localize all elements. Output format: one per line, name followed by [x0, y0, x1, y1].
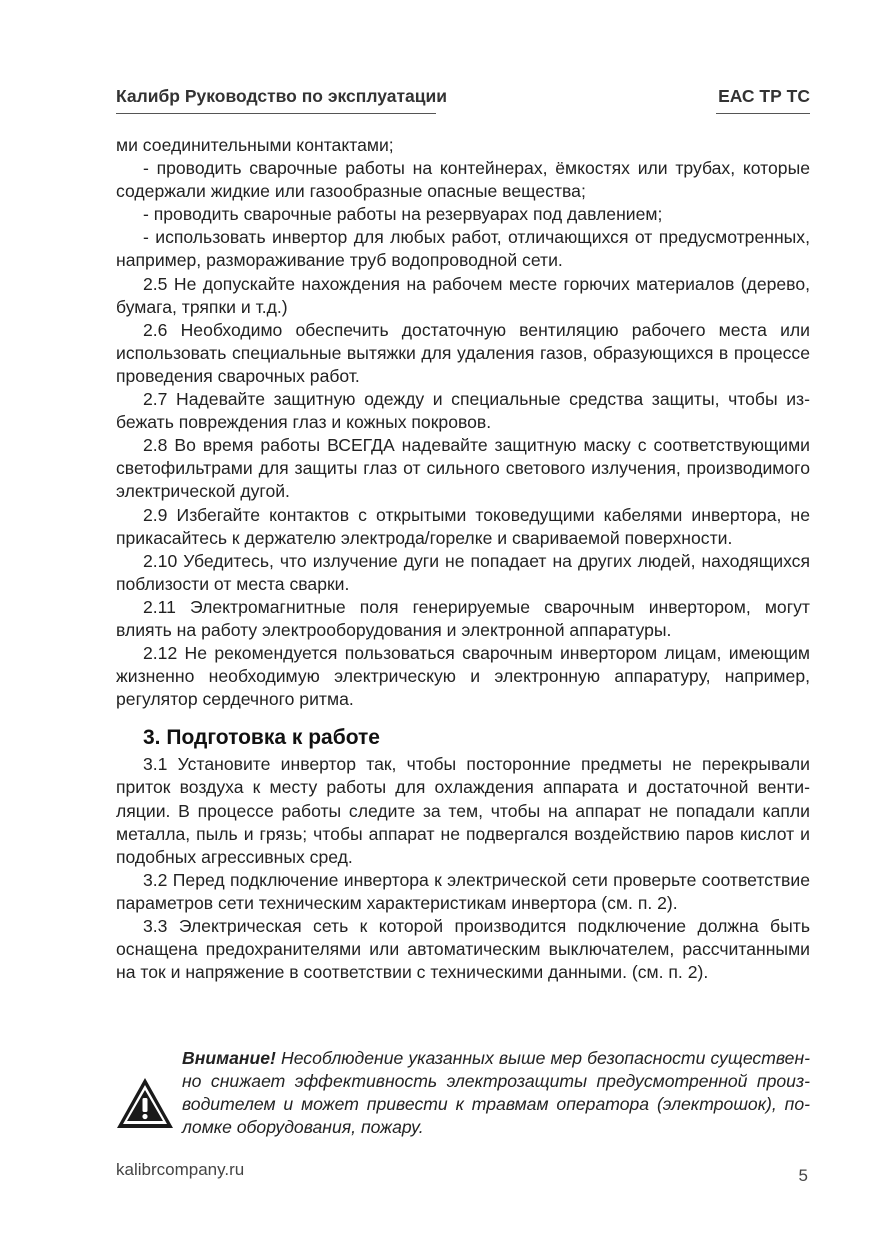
footer-website: kalibrcompany.ru: [116, 1160, 245, 1179]
paragraph-2-11: 2.11 Электромагнитные поля генерируемые сварочным инвертором, могут влиять на работу электрооборудования и электронной аппаратуры.: [116, 596, 810, 640]
paragraph-2-12: 2.12 Не рекомендуется пользоваться сварочным инвертором лицам, имеющим жизненно необходимую электрическую и электронную аппаратуру, например, регулятор сердечного ритма.: [116, 643, 810, 710]
warning-block: [116, 1047, 810, 1139]
warning-triangle-icon: [116, 1077, 174, 1129]
page-number: 5: [798, 1166, 808, 1185]
paragraph-3-2: 3.2 Перед подключение инвертора к электрической сети проверьте соответствие параметров сети техническим характеристикам инвертора (см. п. 2).: [116, 869, 810, 913]
paragraph-2-7: 2.7 Надевайте защитную одежду и специальные средства защиты, чтобы избежать повреждения глаз и кожных покровов.: [116, 389, 810, 433]
list-item: - использовать инвертор для любых работ, отличающихся от предусмотренных, например, размораживание труб водопроводной сети.: [116, 227, 810, 271]
list-item: - проводить сварочные работы на контейнерах, ёмкостях или трубах, которые содержали жидкие или газообразные опасные вещества;: [116, 158, 810, 202]
page-header: [116, 86, 810, 116]
paragraph-3-1: 3.1 Установите инвертор так, чтобы посторонние предметы не перекрывали приток воздуха к месту работы для охлаждения аппарата и достаточной вентиляции. В процессе работы следите за тем, чтобы на аппарат не попадали капли металла, пыль и грязь; чтобы аппарат не подвергался воздействию паров кислот и подобных агрессивных сред.: [116, 754, 810, 867]
section-heading: 3. Подготовка к работе: [143, 726, 380, 750]
warning-label: Внимание!: [182, 1048, 276, 1068]
certification-mark: ЕАС ТР ТС: [716, 86, 810, 114]
document-title: Калибр Руководство по эксплуатации: [116, 86, 436, 114]
warning-message: Несоблюдение указанных выше мер безопасности существенно снижает эффективность электрозащиты предусмотренной производителем и может привести к травмам оператора (электрошок), поломке оборудования, пожару.: [182, 1048, 810, 1138]
main-content: [116, 134, 810, 984]
paragraph-2-5: 2.5 Не допускайте нахождения на рабочем месте горючих материалов (дерево, бумага, тряпки и т.д.): [116, 273, 810, 317]
paragraph-2-10: 2.10 Убедитесь, что излучение дуги не попадает на других людей, находящихся поблизости от места сварки.: [116, 550, 810, 594]
paragraph-3-3: 3.3 Электрическая сеть к которой производится подключение должна быть оснащена предохранителями или автоматическим выключателем, рассчитанными на ток и напряжение в соответствии с техническими данными. (см. п. 2).: [116, 916, 810, 983]
paragraph-2-6: 2.6 Необходимо обеспечить достаточную вентиляцию рабочего места или использовать специальные вытяжки для удаления газов, образующихся в процессе проведения сварочных работ.: [116, 319, 810, 386]
paragraph-continuation: ми соединительными контактами;: [116, 135, 394, 155]
warning-text: [182, 1047, 810, 1139]
paragraph-2-9: 2.9 Избегайте контактов с открытыми токоведущими кабелями инвертора, не прикасайтесь к держателю электрода/горелке и свариваемой поверхности.: [116, 504, 810, 548]
paragraph-2-8: 2.8 Во время работы ВСЕГДА надевайте защитную маску с соответствующими светофильтрами для защиты глаз от сильного светового излучения, производимого электрической дугой.: [116, 435, 810, 502]
list-item: - проводить сварочные работы на резервуарах под давлением;: [143, 204, 663, 225]
